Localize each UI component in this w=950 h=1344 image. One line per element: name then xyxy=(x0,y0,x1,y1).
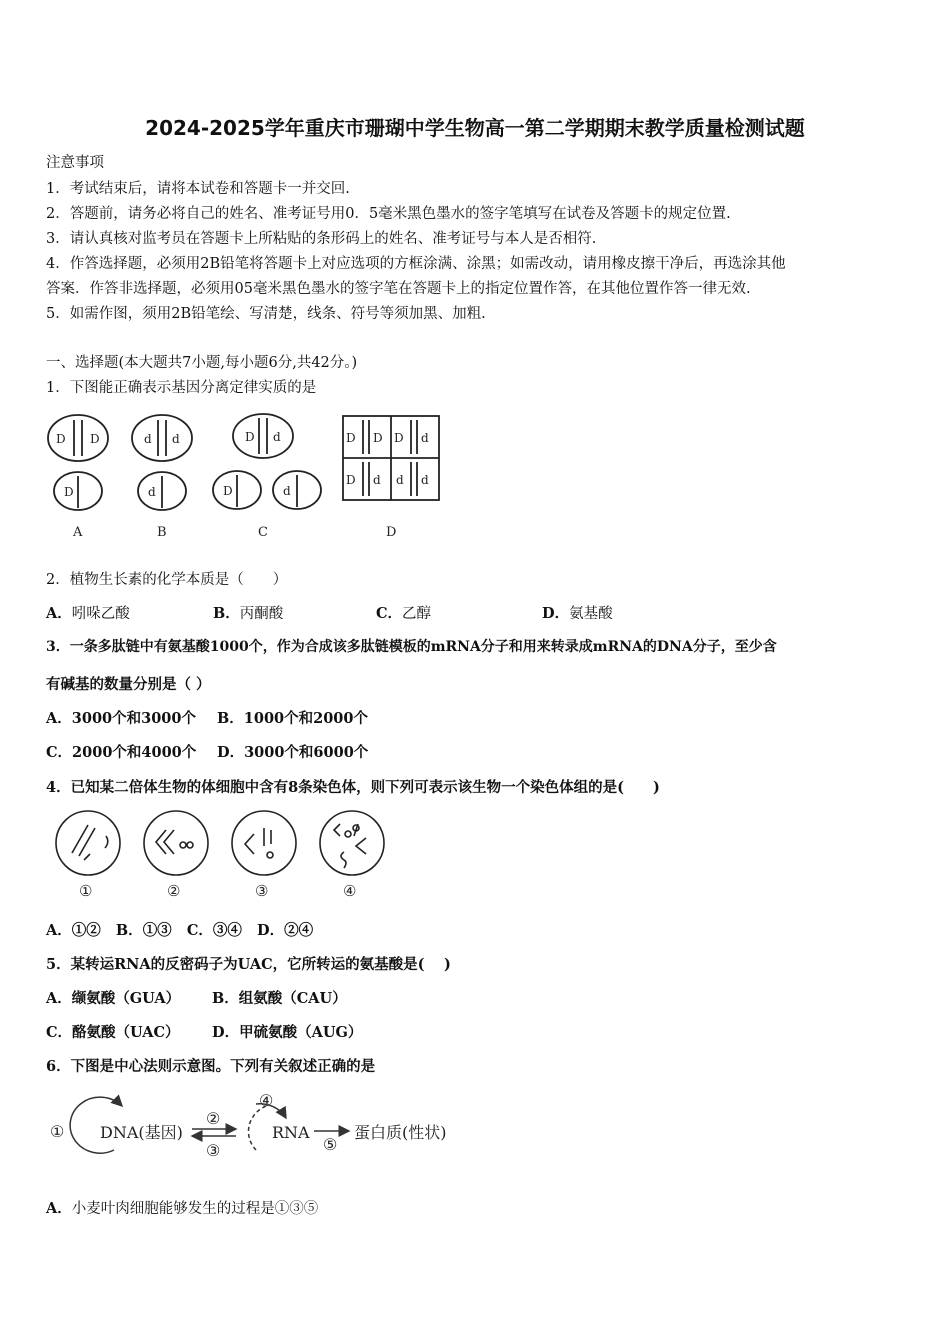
notice-item-4: 4．作答选择题，必须用2B铅笔将答题卡上对应选项的方框涂满、涂黑；如需改动，请用橡皮擦干净后，再选涂其他 xyxy=(46,256,786,272)
gene-label: d xyxy=(273,430,281,444)
fig-label-b: B xyxy=(157,525,167,540)
q2-option-b-letter: B． xyxy=(213,605,240,622)
gene-label: D xyxy=(394,431,404,445)
gene-label: d xyxy=(373,473,381,487)
gene-label: d xyxy=(421,431,429,445)
q3-option-a-letter: A． xyxy=(46,710,72,727)
process-3-label: ③ xyxy=(206,1141,221,1160)
gene-label: D xyxy=(245,430,255,444)
fig-label-3: ③ xyxy=(255,882,269,900)
q5-option-a: 缬氨酸（GUA） xyxy=(71,990,181,1007)
notice-item-5: 5．如需作图，须用2B铅笔绘、写清楚，线条、符号等须加黑、加粗. xyxy=(46,306,486,322)
gene-label: d xyxy=(148,485,156,499)
gene-label: D xyxy=(64,485,74,499)
q3-option-c: 2000个和4000个 xyxy=(72,744,197,761)
protein-label: 蛋白质(性状) xyxy=(354,1123,447,1142)
q5-option-c-letter: C． xyxy=(46,1024,73,1041)
q1-figure xyxy=(40,408,450,548)
q2-option-a-letter: A． xyxy=(46,605,72,622)
gene-label: d xyxy=(421,473,429,487)
q2-stem: 2．植物生长素的化学本质是（ ） xyxy=(46,572,288,588)
gene-label: d xyxy=(396,473,404,487)
process-5-label: ⑤ xyxy=(323,1135,338,1154)
process-4-label: ④ xyxy=(259,1091,274,1110)
gene-label: d xyxy=(172,432,180,446)
gene-label: D xyxy=(56,432,66,446)
q5-option-a-letter: A． xyxy=(46,990,72,1007)
q2-option-c-letter: C． xyxy=(376,605,403,622)
q2-option-d: 氨基酸 xyxy=(569,606,613,622)
q6-option-a: 小麦叶肉细胞能够发生的过程是①③⑤ xyxy=(71,1201,319,1217)
q2-option-a: 吲哚乙酸 xyxy=(71,606,130,622)
gene-label: d xyxy=(144,432,152,446)
rna-label: RNA xyxy=(272,1123,310,1142)
notice-item-4-cont: 答案．作答非选择题，必须用05毫米黑色墨水的签字笔在答题卡上的指定位置作答，在其他位置作答一律无效. xyxy=(46,281,751,297)
central-dogma-diagram xyxy=(44,1088,474,1168)
q5-option-c: 酪氨酸（UAC） xyxy=(72,1024,180,1041)
fig-label-1: ① xyxy=(79,882,93,900)
q3-option-b: 1000个和2000个 xyxy=(243,710,368,727)
q4-option-d: ②④ xyxy=(284,922,314,939)
notice-heading: 注意事项 xyxy=(46,155,104,171)
q3-option-b-letter: B． xyxy=(217,710,244,727)
q3-stem: 3．一条多肽链中有氨基酸1000个，作为合成该多肽链模板的mRNA分子和用来转录成mRNA的DNA分子，至少含 xyxy=(46,639,777,655)
q3-option-d-letter: D． xyxy=(217,744,245,761)
q5-stem: 5．某转运RNA的反密码子为UAC，它所转运的氨基酸是( ) xyxy=(46,956,451,973)
gene-label: D xyxy=(346,473,356,487)
q4-option-d-letter: D． xyxy=(257,922,285,939)
q6-stem: 6．下图是中心法则示意图。下列有关叙述正确的是 xyxy=(46,1058,376,1075)
q3-option-d: 3000个和6000个 xyxy=(244,744,369,761)
gene-label: D xyxy=(373,431,383,445)
q3-stem-cont: 有碱基的数量分别是（ ） xyxy=(46,676,211,693)
page-title: 2024-2025学年重庆市珊瑚中学生物高一第二学期期末教学质量检测试题 xyxy=(145,116,805,140)
process-1-label: ① xyxy=(50,1122,65,1141)
q4-option-b: ①③ xyxy=(142,922,172,939)
fig-label-a: A xyxy=(73,525,83,540)
fig-label-4: ④ xyxy=(343,882,357,900)
fig-label-c: C xyxy=(258,525,268,540)
q4-option-a-letter: A． xyxy=(46,922,72,939)
q4-option-c: ③④ xyxy=(212,922,242,939)
gene-label: D xyxy=(223,484,233,498)
q4-option-c-letter: C． xyxy=(186,922,213,939)
q2-option-c: 乙醇 xyxy=(402,606,432,622)
q4-option-a: ①② xyxy=(71,922,101,939)
q3-option-c-letter: C． xyxy=(46,744,73,761)
q2-option-b: 丙酮酸 xyxy=(239,606,284,622)
dna-label: DNA(基因) xyxy=(100,1123,183,1142)
section-heading: 一、选择题(本大题共7小题,每小题6分,共42分。) xyxy=(46,355,358,371)
q3-option-a: 3000个和3000个 xyxy=(71,710,196,727)
q5-option-b: 组氨酸（CAU） xyxy=(238,990,347,1007)
q4-option-b-letter: B． xyxy=(115,922,143,939)
q2-option-d-letter: D． xyxy=(542,605,570,622)
process-2-label: ② xyxy=(206,1109,221,1128)
gene-label: d xyxy=(283,484,291,498)
fig-label-2: ② xyxy=(167,882,181,900)
q5-option-b-letter: B． xyxy=(212,990,239,1007)
notice-item-3: 3．请认真核对监考员在答题卡上所粘贴的条形码上的姓名、准考证号与本人是否相符. xyxy=(46,231,597,247)
q5-option-d: 甲硫氨酸（AUG） xyxy=(239,1024,363,1041)
q4-figure xyxy=(48,808,398,902)
q4-stem: 4．已知某二倍体生物的体细胞中含有8条染色体，则下列可表示该生物一个染色体组的是( ) xyxy=(46,779,660,796)
fig-label-d: D xyxy=(386,525,397,540)
notice-item-2: 2．答题前，请务必将自己的姓名、准考证号用0．5毫米黑色墨水的签字笔填写在试卷及答题卡的规定位置. xyxy=(46,206,731,222)
q1-stem: 1．下图能正确表示基因分离定律实质的是 xyxy=(46,380,317,396)
gene-label: D xyxy=(90,432,100,446)
gene-label: D xyxy=(346,431,356,445)
q5-option-d-letter: D． xyxy=(212,1024,240,1041)
q6-option-a-letter: A． xyxy=(46,1200,72,1217)
notice-item-1: 1．考试结束后，请将本试卷和答题卡一并交回. xyxy=(46,181,350,197)
